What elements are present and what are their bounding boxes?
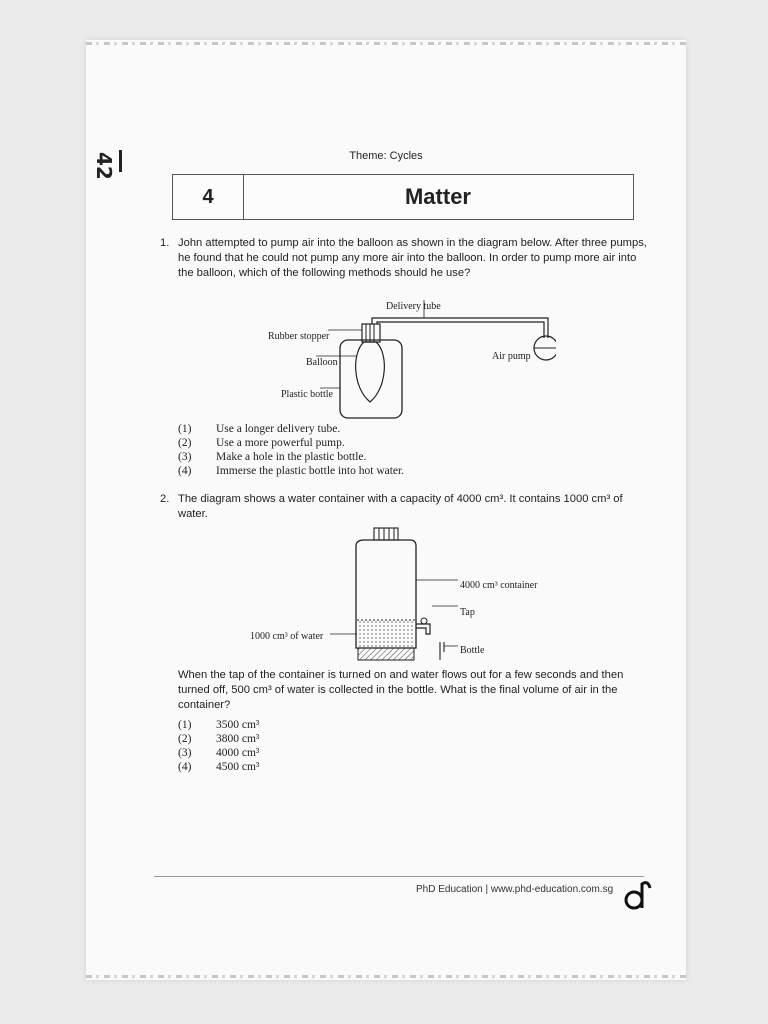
question-2-followup <box>178 668 648 713</box>
scan-edge-bottom <box>86 975 686 978</box>
question-text: The diagram shows a water container with a capacity of 4000 cm³. It contains 1000 cm³ of water. <box>178 493 623 520</box>
balloon-shape <box>356 342 385 402</box>
option: (3) Make a hole in the plastic bottle. <box>178 451 367 463</box>
option: (3) 4000 cm³ <box>178 747 260 759</box>
label-balloon: Balloon <box>306 357 338 368</box>
chapter-title: Matter <box>404 184 471 209</box>
label-container: 4000 cm³ container <box>460 580 538 591</box>
footer-text: PhD Education | www.phd-education.com.sg <box>416 884 614 895</box>
label-plastic-bottle: Plastic bottle <box>281 389 333 400</box>
question-text: When the tap of the container is turned on and water flows out for a few seconds and then turned off, 500 cm³ of water is collected in the bottle. What is the final volume of air in the container? <box>178 669 624 711</box>
question-number: 2. <box>160 493 170 505</box>
label-tap: Tap <box>460 607 475 618</box>
water-container-diagram <box>246 524 546 664</box>
label-water: 1000 cm³ of water <box>250 631 324 642</box>
water-shape <box>357 620 415 648</box>
theme-heading: Theme: Cycles <box>349 150 423 162</box>
tap-shape <box>416 624 430 634</box>
label-air-pump: Air pump <box>492 351 531 362</box>
question-text: John attempted to pump air into the balloon as shown in the diagram below. After three pumps, he found that he could not pump any more air into the balloon. In order to pump more air into the balloon, which of the following methods should he use? <box>178 237 647 279</box>
question-1 <box>160 236 648 281</box>
q2-options <box>178 718 259 774</box>
plastic-bottle-shape <box>340 340 402 418</box>
label-bottle: Bottle <box>460 645 485 656</box>
option: (4) 4500 cm³ <box>178 761 260 773</box>
option: (1) 3500 cm³ <box>178 719 260 731</box>
footer-divider <box>154 876 644 877</box>
option: (1) Use a longer delivery tube. <box>178 423 341 435</box>
question-2 <box>160 492 648 522</box>
option: (4) Immerse the plastic bottle into hot water. <box>178 465 405 477</box>
label-delivery-tube: Delivery tube <box>386 301 441 312</box>
label-rubber-stopper: Rubber stopper <box>268 331 330 342</box>
phd-logo-icon <box>620 878 656 914</box>
chapter-header <box>172 174 634 220</box>
option: (2) Use a more powerful pump. <box>178 437 345 449</box>
stand-shape <box>358 648 414 660</box>
option: (2) 3800 cm³ <box>178 733 260 745</box>
delivery-tube-shape <box>372 318 548 338</box>
chapter-number: 4 <box>173 175 244 219</box>
worksheet-page <box>86 40 686 980</box>
question-number: 1. <box>160 237 170 249</box>
q1-options <box>178 422 404 478</box>
rubber-stopper-shape <box>362 324 380 342</box>
page-number: 42 <box>92 152 116 180</box>
bottle-shape <box>440 642 444 660</box>
scan-edge-top <box>86 42 686 45</box>
